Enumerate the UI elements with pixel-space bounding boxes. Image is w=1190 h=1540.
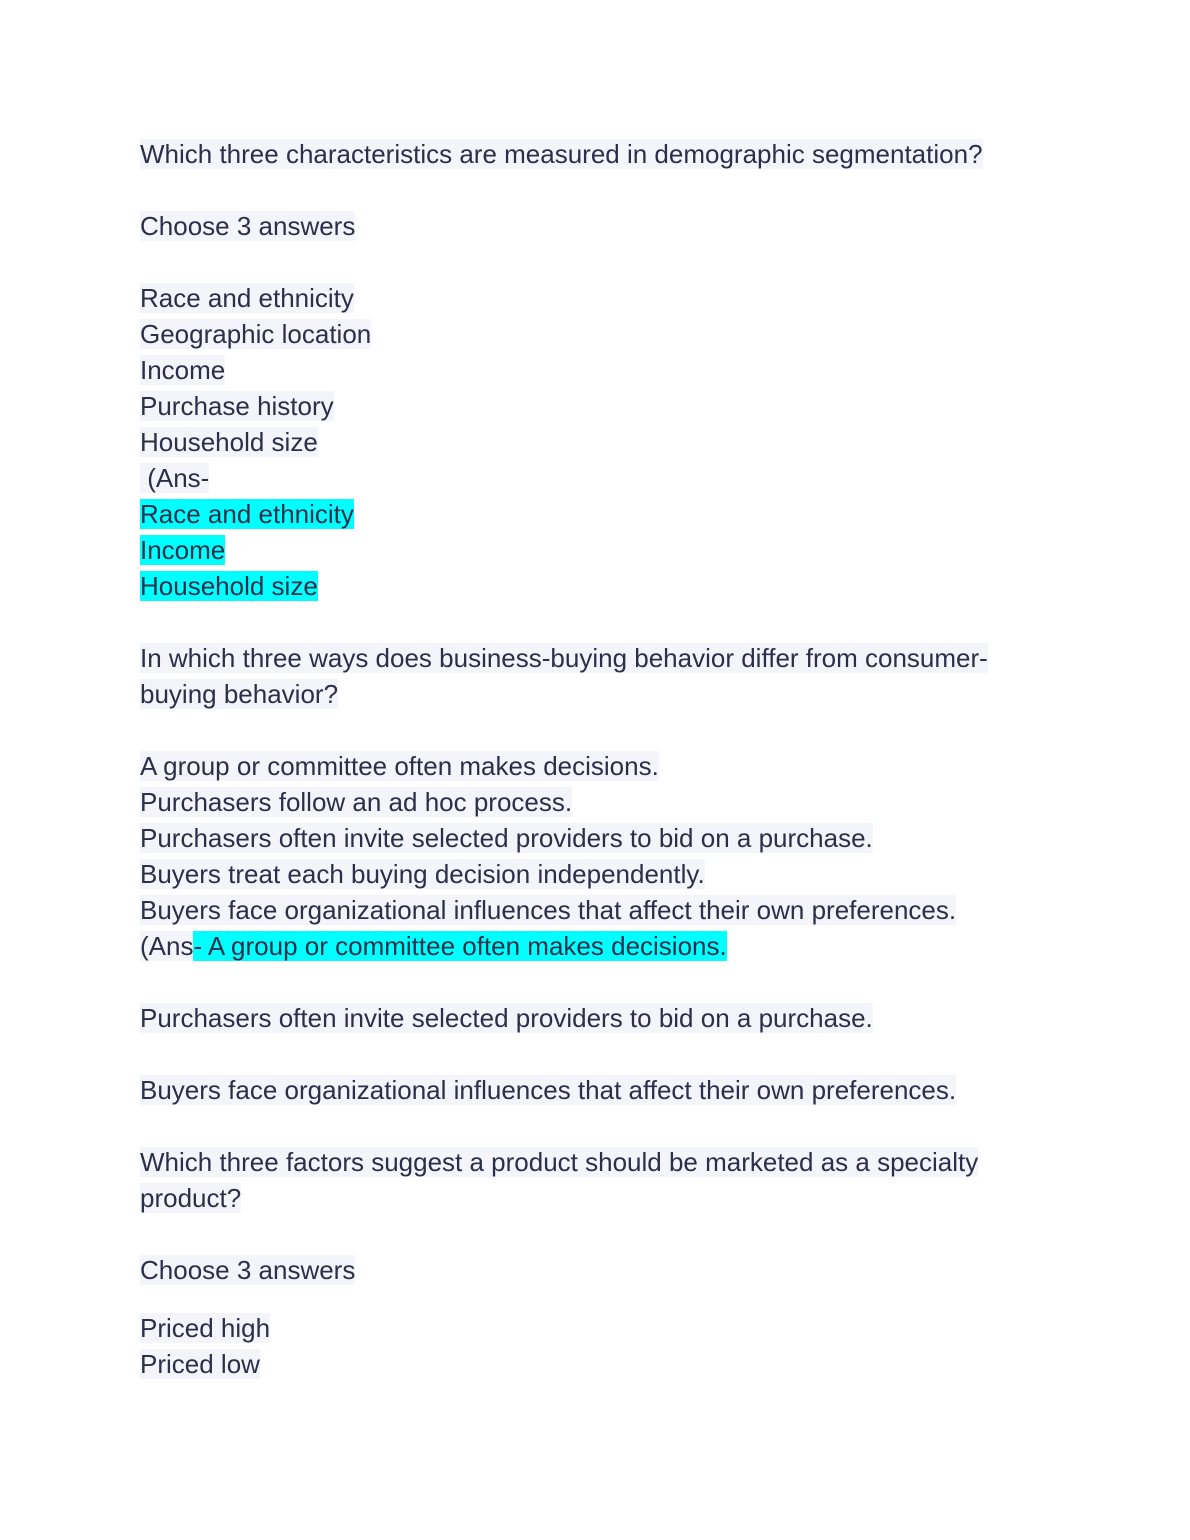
q2-option: A group or committee often makes decisions.: [140, 751, 659, 781]
q1-answer: Household size: [140, 571, 318, 601]
q3-question-line-2: product?: [140, 1183, 242, 1213]
q3-option: Priced high: [140, 1313, 271, 1343]
q1-question: Which three characteristics are measured in demographic segmentation?: [140, 139, 983, 169]
q3-option: Priced low: [140, 1349, 260, 1379]
q1-option: Geographic location: [140, 319, 372, 349]
q1-option: Purchase history: [140, 391, 334, 421]
q1-answer-prefix: (Ans-: [140, 463, 210, 493]
q3-question-line-1: Which three factors suggest a product should be marketed as a specialty: [140, 1147, 979, 1177]
document-content: [140, 136, 1040, 1382]
q1-option: Household size: [140, 427, 318, 457]
q1-option: Race and ethnicity: [140, 283, 354, 313]
q2-answer-prefix: (Ans: [140, 931, 194, 961]
q2-question-line-2: buying behavior?: [140, 679, 339, 709]
q2-answer: Purchasers often invite selected providers to bid on a purchase.: [140, 1003, 873, 1033]
q2-question-line-1: In which three ways does business-buying behavior differ from consumer-: [140, 643, 988, 673]
q1-option: Income: [140, 355, 226, 385]
q1-answer: Race and ethnicity: [140, 499, 354, 529]
q2-option: Purchasers often invite selected providers to bid on a purchase.: [140, 823, 873, 853]
q2-answer: - A group or committee often makes decisions.: [193, 931, 727, 961]
q1-answer: Income: [140, 535, 226, 565]
q2-option: Buyers face organizational influences that affect their own preferences.: [140, 895, 957, 925]
q3-instruction: Choose 3 answers: [140, 1255, 356, 1285]
q2-option: Purchasers follow an ad hoc process.: [140, 787, 573, 817]
q2-option: Buyers treat each buying decision independently.: [140, 859, 705, 889]
q1-instruction: Choose 3 answers: [140, 211, 356, 241]
q2-answer: Buyers face organizational influences that affect their own preferences.: [140, 1075, 957, 1105]
